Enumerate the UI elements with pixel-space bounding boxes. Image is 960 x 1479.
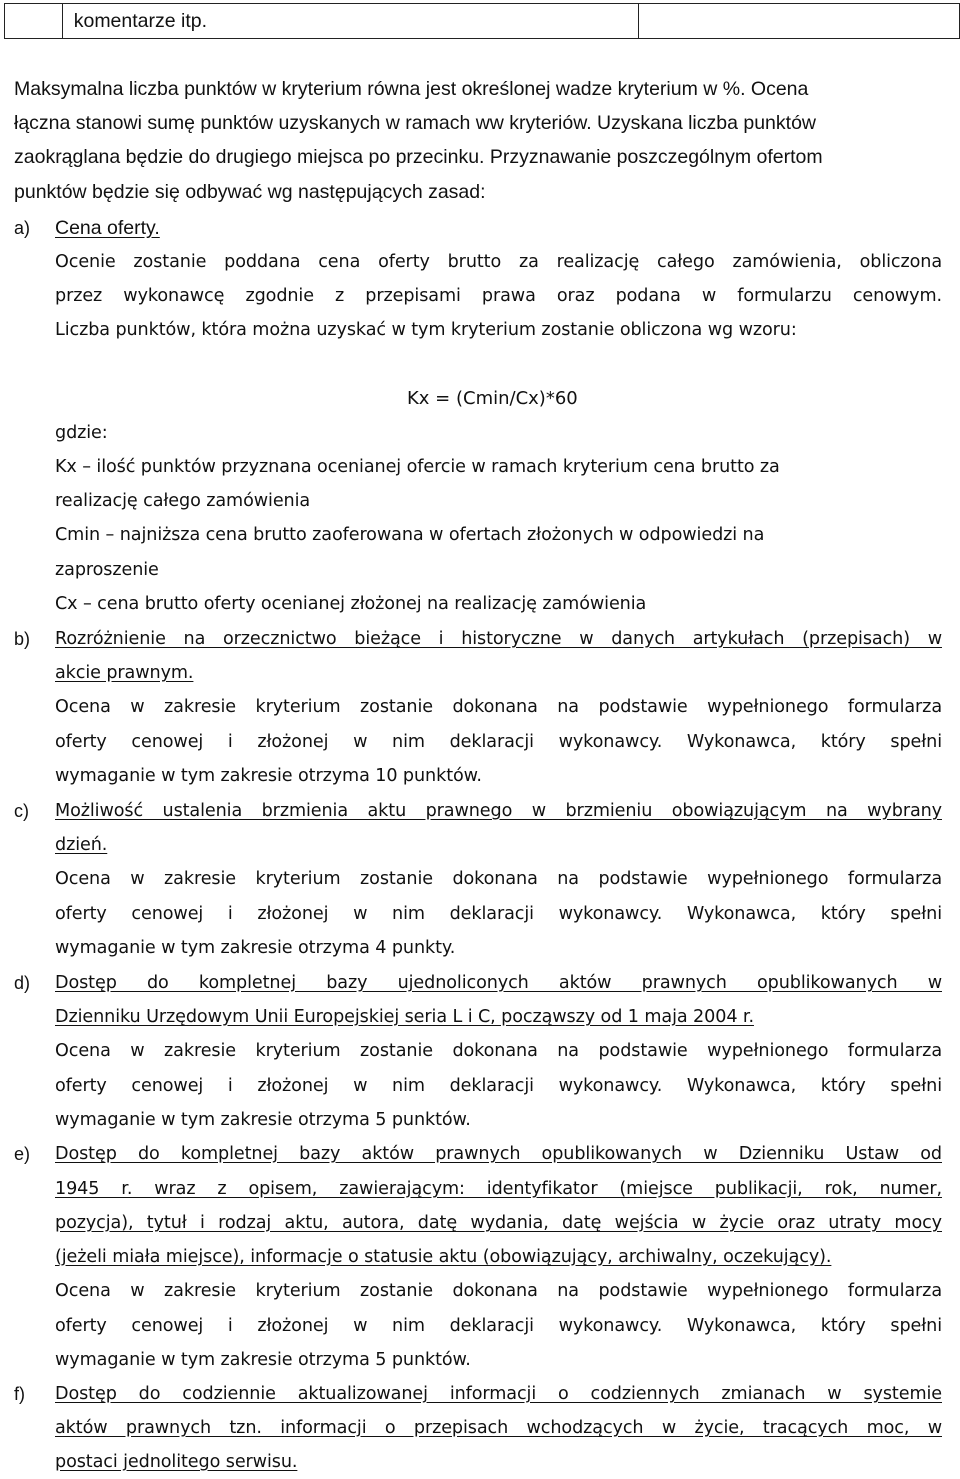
item-title-e: (jeżeli miała miejsce), informacje o statusie aktu (obowiązujący, archiwalny, oczekujący). <box>55 1247 832 1267</box>
body-line: Ocena w zakresie kryterium zostanie dokonana na podstawie wypełnionego formularza <box>55 1041 942 1061</box>
body-line: wymaganie w tym zakresie otrzyma 5 punktów. <box>55 1350 471 1370</box>
body-line: Ocena w zakresie kryterium zostanie dokonana na podstawie wypełnionego formularza <box>55 1281 942 1301</box>
item-title-e: 1945 r. wraz z opisem, zawierającym: identyfikator (miejsce publikacji, rok, numer, <box>55 1179 942 1199</box>
item-title-e: Dostęp do kompletnej bazy aktów prawnych opublikowanych w Dzienniku Ustaw od <box>55 1144 942 1164</box>
item-marker-f: f) <box>14 1384 25 1404</box>
item-title-d: Dzienniku Urzędowym Unii Europejskiej seria L i C, począwszy od 1 maja 2004 r. <box>55 1007 754 1027</box>
body-line: wymaganie w tym zakresie otrzyma 4 punkty. <box>55 938 456 958</box>
definition-line: Cmin – najniższa cena brutto zaoferowana w ofertach złożonych w odpowiedzi na <box>55 525 765 545</box>
table-cell-empty <box>5 4 63 39</box>
header-table <box>4 3 960 39</box>
item-marker-c: c) <box>14 801 29 821</box>
body-line: wymaganie w tym zakresie otrzyma 5 punktów. <box>55 1110 471 1130</box>
table-cell-label: komentarze itp. <box>73 9 208 32</box>
intro-line: punktów będzie się odbywać wg następujących zasad: <box>14 181 486 203</box>
item-title-c: Możliwość ustalenia brzmienia aktu prawnego w brzmieniu obowiązującym na wybrany <box>55 801 942 821</box>
item-title-f: postaci jednolitego serwisu. <box>55 1452 298 1472</box>
item-title-d: Dostęp do kompletnej bazy ujednoliconych aktów prawnych opublikowanych w <box>55 973 942 993</box>
intro-line: łączna stanowi sumę punktów uzyskanych w ramach ww kryteriów. Uzyskana liczba punktów <box>14 112 816 134</box>
body-line: oferty cenowej i złożonej w nim deklaracji wykonawcy. Wykonawca, który spełni <box>55 1076 942 1096</box>
where-label: gdzie: <box>55 423 108 443</box>
definition-line: Kx – ilość punktów przyznana ocenianej ofercie w ramach kryterium cena brutto za <box>55 457 780 477</box>
intro-line: Maksymalna liczba punktów w kryterium równa jest określonej wadze kryterium w %. Ocena <box>14 78 809 100</box>
item-title-c: dzień. <box>55 835 108 855</box>
body-line: wymaganie w tym zakresie otrzyma 10 punktów. <box>55 766 482 786</box>
item-marker-b: b) <box>14 629 31 649</box>
body-line: oferty cenowej i złożonej w nim deklaracji wykonawcy. Wykonawca, który spełni <box>55 732 942 752</box>
item-marker-a: a) <box>14 218 31 238</box>
table-cell-empty-right <box>638 4 959 39</box>
item-title-e: pozycja), tytuł i rodzaj aktu, autora, datę wydania, datę wejścia w życie oraz utraty mocy <box>55 1213 942 1233</box>
item-title-f: aktów prawnych tzn. informacji o przepisach wchodzących w życie, tracących moc, w <box>55 1418 942 1438</box>
definition-line: realizację całego zamówienia <box>55 491 311 511</box>
body-line: Ocenie zostanie poddana cena oferty brutto za realizację całego zamówienia, obliczona <box>55 252 942 272</box>
body-line: oferty cenowej i złożonej w nim deklaracji wykonawcy. Wykonawca, który spełni <box>55 1316 942 1336</box>
intro-line: zaokrąglana będzie do drugiego miejsca po przecinku. Przyznawanie poszczególnym ofertom <box>14 146 823 168</box>
body-line: oferty cenowej i złożonej w nim deklaracji wykonawcy. Wykonawca, który spełni <box>55 904 942 924</box>
body-line: Ocena w zakresie kryterium zostanie dokonana na podstawie wypełnionego formularza <box>55 869 942 889</box>
body-line: Ocena w zakresie kryterium zostanie dokonana na podstawie wypełnionego formularza <box>55 697 942 717</box>
formula: Kx = (Cmin/Cx)*60 <box>407 388 578 409</box>
definition-line: Cx – cena brutto oferty ocenianej złożonej na realizację zamówienia <box>55 594 647 614</box>
body-line: Liczba punktów, która można uzyskać w tym kryterium zostanie obliczona wg wzoru: <box>55 320 797 340</box>
item-title-a: Cena oferty. <box>55 217 160 239</box>
table-cell-text <box>62 4 638 39</box>
item-title-f: Dostęp do codziennie aktualizowanej informacji o codziennych zmianach w systemie <box>55 1384 942 1404</box>
definition-line: zaproszenie <box>55 560 159 580</box>
body-line: przez wykonawcę zgodnie z przepisami prawa oraz podana w formularzu cenowym. <box>55 286 942 306</box>
item-title-b: Rozróżnienie na orzecznictwo bieżące i historyczne w danych artykułach (przepisach) w <box>55 629 942 649</box>
item-marker-d: d) <box>14 973 31 993</box>
item-marker-e: e) <box>14 1144 31 1164</box>
item-title-b: akcie prawnym. <box>55 663 194 683</box>
